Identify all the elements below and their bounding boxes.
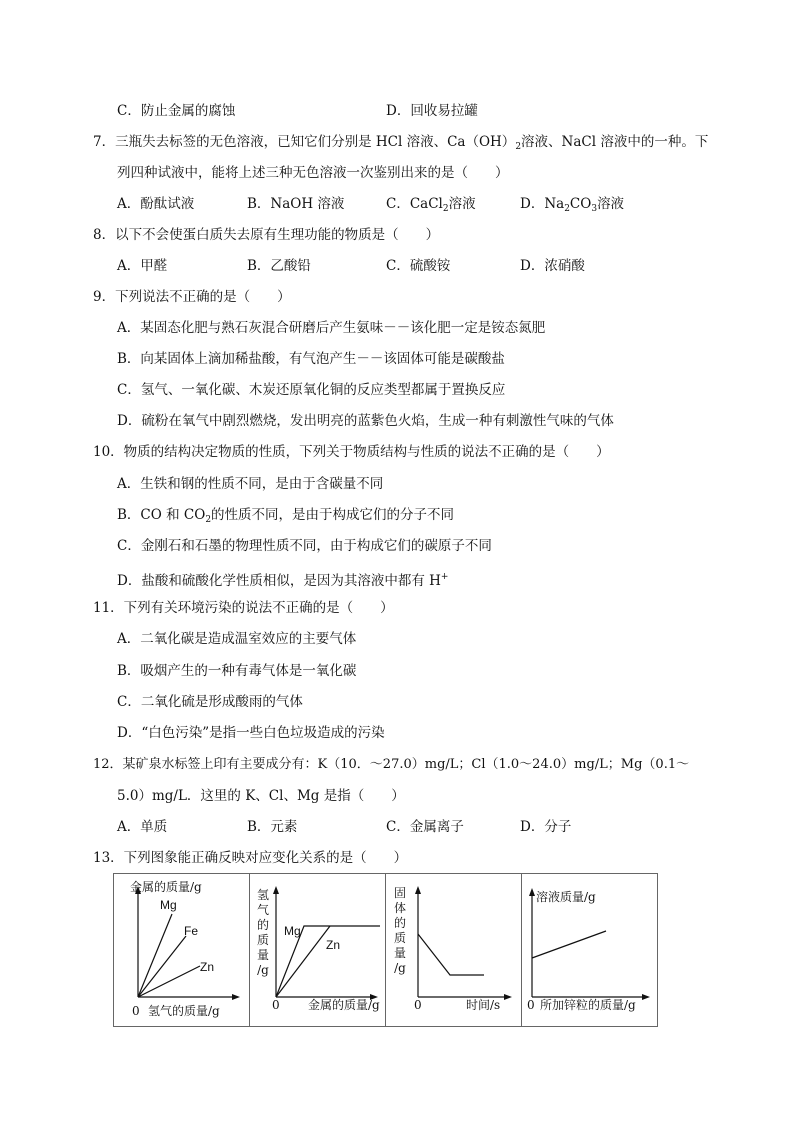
- q13-graphs: [113, 873, 658, 1027]
- graph-d-origin: 0: [527, 998, 535, 1012]
- q11-option-b: B．吸烟产生的一种有毒气体是一氧化碳: [117, 663, 357, 679]
- graph-a-label-zn: Zn: [200, 960, 215, 974]
- q10-stem: 10．物质的结构决定物质的性质，下列关于物质结构与性质的说法不正确的是（ ）: [93, 444, 610, 460]
- graph-b: [250, 874, 386, 1026]
- graph-a-line-zn: [138, 966, 200, 997]
- q8-stem: 8．以下不会使蛋白质失去原有生理功能的物质是（ ）: [93, 227, 440, 243]
- q10-option-c: C．金刚石和石墨的物理性质不同，由于构成它们的碳原子不同: [117, 538, 492, 554]
- q9-option-d: D．硫粉在氧气中剧烈燃烧，发出明亮的蓝紫色火焰，生成一种有刺激性气味的气体: [117, 413, 614, 429]
- q6-option-d: D．回收易拉罐: [386, 103, 478, 119]
- q6-option-c: C．防止金属的腐蚀: [117, 103, 236, 119]
- graph-a-line-mg: [138, 914, 172, 997]
- q11-option-a: A．二氧化碳是造成温室效应的主要气体: [117, 631, 357, 647]
- graph-a: [114, 874, 250, 1026]
- graph-c-origin: 0: [414, 998, 422, 1012]
- graph-a-x-arrow: [232, 994, 240, 1000]
- graph-d-ylabel: 溶液质量/g: [536, 890, 596, 904]
- q9-option-b: B．向某固体上滴加稀盐酸，有气泡产生－－该固体可能是碳酸盐: [117, 351, 505, 367]
- graph-a-label-mg: Mg: [160, 898, 177, 912]
- q7-stem-line1: 7．三瓶失去标签的无色溶液，已知它们分别是 HCl 溶液、$Ca(OH)_2$溶液、NaCl 溶液中的一种。下: [93, 134, 709, 152]
- q9-stem: 9．下列说法不正确的是（ ）: [93, 289, 291, 305]
- graph-a-origin: 0: [132, 1004, 140, 1018]
- graph-d-x-arrow: [642, 994, 650, 1000]
- graph-c-ylabel: 固 体 的 质 量 /g: [393, 886, 406, 975]
- graph-a-xlabel: 氢气的质量/g: [148, 1004, 220, 1018]
- q8-option-b: B．乙酸铅: [247, 258, 311, 274]
- q12-option-a: A．单质: [117, 819, 168, 835]
- q11-option-d: D．“白色污染”是指一些白色垃圾造成的污染: [117, 725, 385, 741]
- q8-option-c: C．硫酸铵: [386, 258, 451, 274]
- graph-b-xlabel: 金属的质量/g: [308, 998, 380, 1012]
- graph-a-ylabel: 金属的质量/g: [130, 880, 202, 894]
- q11-stem: 11．下列有关环境污染的说法不正确的是（ ）: [93, 600, 394, 616]
- q12-option-c: C．金属离子: [386, 819, 464, 835]
- graph-b-origin: 0: [272, 998, 280, 1012]
- q8-option-d: D．浓硝酸: [520, 258, 585, 274]
- graph-a-line-fe: [138, 936, 186, 997]
- graph-d-xlabel: 所加锌粒的质量/g: [540, 998, 636, 1012]
- graph-c-xlabel: 时间/s: [466, 998, 501, 1012]
- graph-c: [386, 874, 522, 1026]
- graph-b-ylabel: 氢 气 的 质 量 /g: [256, 888, 269, 977]
- q7-stem-line2: 列四种试液中，能将上述三种无色溶液一次鉴别出来的是（ ）: [117, 165, 509, 181]
- graph-d: [522, 874, 657, 1026]
- graph-a-label-fe: Fe: [184, 924, 199, 938]
- q12-option-d: D．分子: [520, 819, 572, 835]
- graph-d-line: [532, 931, 606, 958]
- q10-option-b: B．CO 和 $CO_2$的性质不同，是由于构成它们的分子不同: [117, 507, 455, 525]
- q7-option-b: B．NaOH 溶液: [247, 196, 345, 212]
- graph-c-y-arrow: [415, 886, 421, 894]
- graph-d-y-arrow: [529, 888, 535, 896]
- q7-option-c: C．CaCl$_2$溶液: [386, 196, 476, 214]
- q12-option-b: B．元素: [247, 819, 298, 835]
- graph-b-label-zn: Zn: [326, 938, 341, 952]
- q12-stem-line1: 12．某矿泉水标签上印有主要成分有：K（10．～27.0）mg/L；Cl（1.0～24.0）mg/L；Mg（0.1～: [93, 757, 690, 772]
- q12-stem-line2: 5.0）mg/L．这里的 K、Cl、Mg 是指（ ）: [117, 788, 405, 804]
- q10-option-a: A．生铁和钢的性质不同，是由于含碳量不同: [117, 476, 384, 492]
- graph-c-line: [418, 934, 484, 975]
- q13-stem: 13．下列图象能正确反映对应变化关系的是（ ）: [93, 850, 408, 866]
- q9-option-a: A．某固态化肥与熟石灰混合研磨后产生氨味－－该化肥一定是铵态氮肥: [117, 320, 546, 336]
- graph-c-x-arrow: [504, 994, 512, 1000]
- q8-option-a: A．甲醛: [117, 258, 168, 274]
- q7-option-d: D．$Na_2CO_3$溶液: [520, 196, 625, 214]
- q10-option-d: D．盐酸和硫酸化学性质相似，是因为其溶液中都有 H+: [117, 572, 449, 589]
- q7-option-a: A．酚酞试液: [117, 196, 195, 212]
- graph-b-label-mg: Mg: [284, 924, 301, 938]
- graph-b-y-arrow: [273, 886, 279, 894]
- q9-option-c: C．氢气、一氧化碳、木炭还原氧化铜的反应类型都属于置换反应: [117, 382, 506, 398]
- q11-option-c: C．二氧化硫是形成酸雨的气体: [117, 694, 303, 710]
